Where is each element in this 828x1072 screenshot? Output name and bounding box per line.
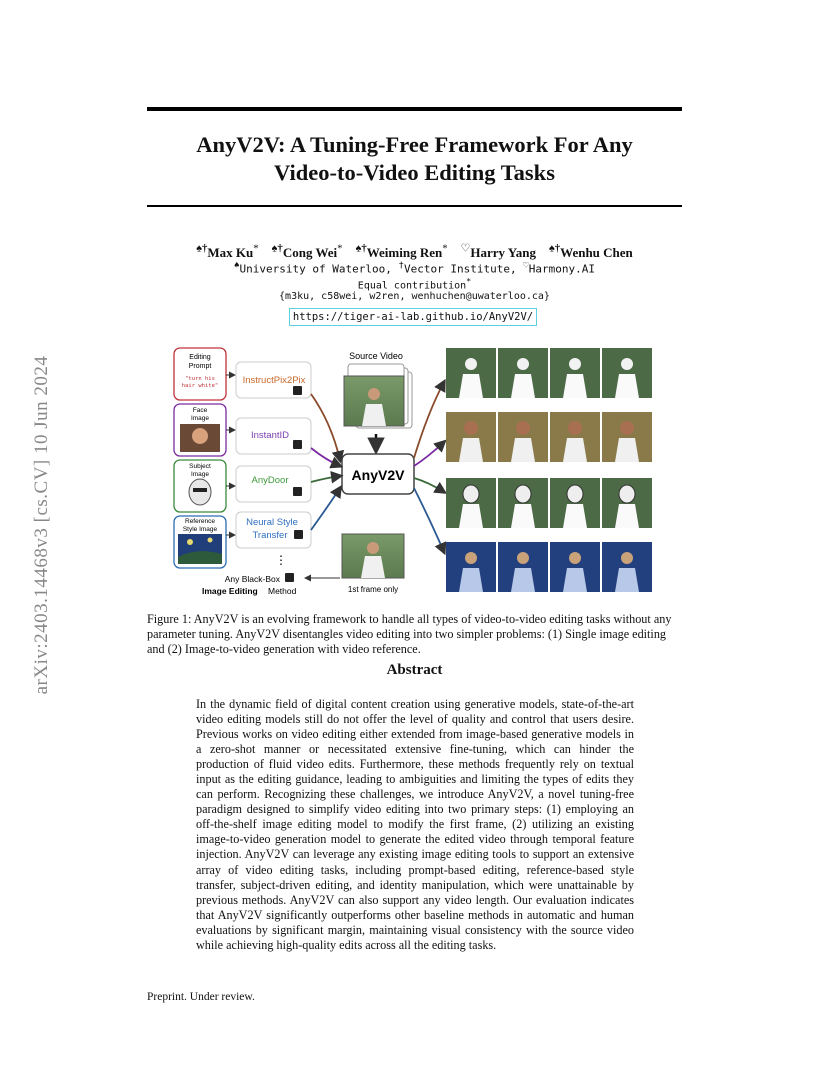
paper-title (147, 131, 682, 187)
svg-text:Face: Face (192, 407, 208, 414)
svg-text:Method: Method (268, 586, 297, 596)
svg-text:"turn his: "turn his (185, 376, 215, 382)
editing-prompt-box (174, 348, 226, 400)
arxiv-stamp (22, 290, 62, 760)
author: ♠†Wenhu Chen (548, 243, 633, 261)
subject-image-box (174, 460, 226, 512)
svg-text:Image: Image (190, 415, 210, 422)
svg-text:Editing: Editing (189, 354, 211, 361)
black-box-icon (293, 487, 302, 496)
output-row-identity (446, 412, 652, 462)
output-row-subject (446, 478, 652, 528)
project-url-link[interactable]: https://tiger-ai-lab.github.io/AnyV2V/ (289, 308, 537, 326)
figure-caption: Figure 1: AnyV2V is an evolving framework to handle all types of video-to-video editing tasks without any parameter tuning. AnyV2V disentangles video editing into two simpler problems: (1) Single image editing and (2) Image-to-video generation with video reference. (147, 612, 672, 656)
abstract-body: In the dynamic field of digital content creation using generative models, state-of-the-art video editing models still do not offer the level of quality and control that users desire. Previous works on video editing either extended from image-based generative models in a zero-shot manner or necessitated extensive fine-tuning, which can hinder the production of fluid video edits. Furthermore, these methods frequently rely on textual input as the editing guidance, leading to ambiguities and limiting the types of edits they can perform. Recognizing these challenges, we introduce AnyV2V, a novel tuning-free paradigm designed to simplify video editing into two primary steps: (1) employing an off-the-shelf image editing model to modify the first frame, (2) utilizing an existing image-to-video generation model to generate the edited video through temporal feature injection. AnyV2V can leverage any existing image editing tools to support an extensive array of video editing tasks, including prompt-based editing, reference-based style transfer, subject-driven editing, and identity manipulation, which were unattainable by previous methods. AnyV2V can also support any video length. Our evaluation indicates that AnyV2V significantly outperforms other baseline methods in automatic and human evaluations by significant margin, maintaining visual consistency with the source video while achieving high-quality edits across all the editing tasks. (196, 697, 634, 952)
first-frame-thumbnail (342, 534, 404, 594)
author: ♡Harry Yang (460, 243, 536, 261)
source-video-label: Source Video (349, 351, 403, 361)
black-box-icon (293, 440, 302, 449)
ellipsis: ⋮ (275, 553, 287, 567)
author: ♠†Cong Wei* (271, 243, 343, 261)
author: ♠†Max Ku* (196, 243, 259, 261)
title-rule-top (147, 107, 682, 111)
anyv2v-center-box (342, 454, 414, 494)
output-row-white-hair (446, 348, 652, 398)
svg-text:Image Editing: Image Editing (202, 586, 258, 596)
abstract-heading: Abstract (386, 662, 443, 678)
face-image-box (174, 404, 226, 456)
svg-text:Prompt: Prompt (188, 363, 212, 370)
title-line-2: Video-to-Video Editing Tasks (274, 160, 555, 185)
arxiv-id: arXiv:2403.14468v3 [cs.CV] 10 Jun 2024 (31, 355, 52, 695)
black-box-icon (285, 573, 294, 582)
equal-contribution: Equal contribution* (357, 276, 472, 292)
svg-text:1st frame only: 1st frame only (347, 585, 399, 594)
title-line-1: AnyV2V: A Tuning-Free Framework For Any (196, 132, 633, 157)
svg-text:Neural Style: Neural Style (246, 517, 298, 528)
author-emails: {m3ku, c58wei, w2ren, wenhuchen@uwaterloo.ca} (279, 291, 550, 302)
method-anydoor (236, 466, 311, 502)
svg-text:Subject: Subject (189, 463, 211, 470)
svg-text:Any Black-Box: Any Black-Box (224, 574, 280, 584)
title-rule-bottom (147, 205, 682, 207)
method-instantid (236, 418, 311, 454)
method-instructpix2pix (236, 362, 311, 398)
footer-note: Preprint. Under review. (147, 991, 255, 1003)
svg-text:hair white": hair white" (181, 383, 219, 389)
svg-text:Reference: Reference (185, 518, 215, 525)
author: ♠†Weiming Ren* (355, 243, 448, 261)
output-row-style (446, 542, 652, 592)
svg-text:InstructPix2Pix: InstructPix2Pix (242, 375, 306, 386)
method-neural-style-transfer (236, 512, 311, 548)
svg-text:Transfer: Transfer (252, 530, 288, 541)
figure-1 (166, 342, 666, 604)
black-box-icon (293, 386, 302, 395)
svg-text:Style Image: Style Image (182, 526, 218, 533)
svg-text:Image: Image (190, 471, 210, 478)
black-box-icon (294, 530, 303, 539)
affiliations: ♠University of Waterloo, †Vector Institute, ♡Harmony.AI (234, 260, 595, 276)
svg-text:AnyDoor: AnyDoor (251, 475, 289, 486)
author-list (147, 242, 682, 261)
output-frames-grid (446, 348, 652, 592)
black-box-label (202, 573, 297, 596)
source-video-frames (344, 364, 412, 428)
reference-style-box (174, 516, 226, 568)
svg-text:InstantID: InstantID (250, 430, 290, 441)
svg-text:AnyV2V: AnyV2V (351, 467, 405, 483)
